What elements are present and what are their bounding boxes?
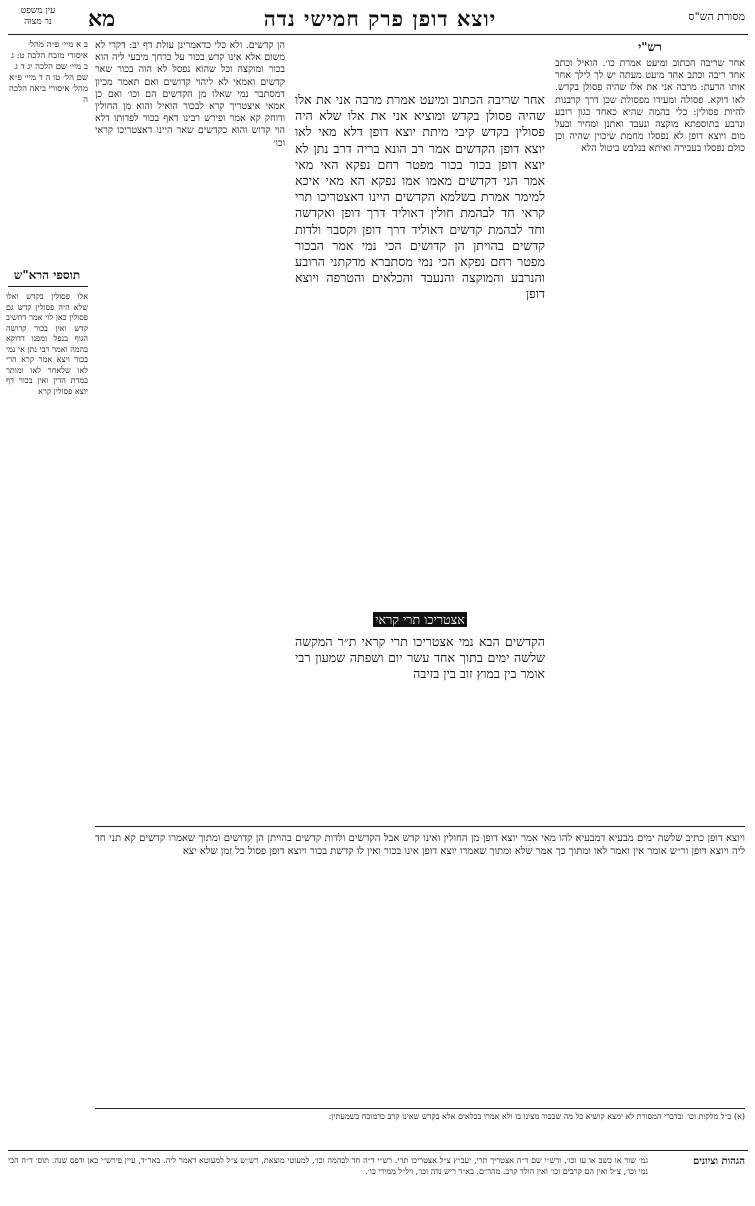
footer-rule — [8, 1150, 748, 1151]
tosafot-harosh-label: תוספי הרא"ש — [13, 268, 81, 282]
masoret-label: מסורת הש"ס — [688, 10, 745, 23]
bottom-block-rule — [95, 826, 745, 827]
page-title: יוצא דופן פרק חמישי נדה — [263, 6, 497, 31]
bottom-commentary: ויוצא דופן כתיב שלשה ימים מבעיא דמבעיא להו מאי אמר יוצא דופן מן החולין ואינו קדש אבל הקדשים ולדות קדשים בהויתן הן קדושים ומתוך שאמרו קדשים קא תני חד ליה ויוצא דופן ור״ש אומר אין ואמר לאו ומתוך כך אמר שלא ומתוך שאמרו יוצא דופן אינו בכור ואין לו קדשת בכור ויוצא דופן פסול כל זמן שלא יצא — [95, 833, 745, 857]
tosafot-harosh-rule — [8, 286, 88, 287]
header-rule — [8, 34, 748, 35]
folio-number: מא — [88, 6, 116, 32]
footnote-rule — [95, 1108, 745, 1109]
tosafot-harosh-text: אלו פסולין בקדש ואלו שלא היה פסולין קדש גם פסולין כאן לוי אמר דחשיב קדש ואין בכור קדושה הגוף בנפל ומפנו דדוקא בהמה ואמר רבי נתן אי נמי בכור ויצא אמר קרא הרי לאו שלאחר לאו ומותר במדת הדין ואין בכור דף יוצא פסולין קרא — [6, 292, 88, 396]
footer-label: הגהות וציונים — [692, 1156, 745, 1167]
gemara-highlight — [295, 612, 545, 632]
ein-mishpat-label: עין משפט נר מצוה — [20, 6, 56, 27]
rashi-column: אחר שריבה הכתוב ומיעט אמרת כו׳. הואיל וכתב אחד ריבה וכתב אחד מיעט מעתה יש לך לילך אחר אותו הדעת: מרבה אני את אלו שהיה פסולן בקדש. לאו דוקא. פסולה ומעידו מפסולת שכן דרך קרבנות להיות פסולין: כלי בהמה שהיא כאחד כגון רובע ונרבע בתוספתא מוקצה ונעבד ואתנן ומחיר ובעל מום ויוצא דופן לא נפסלו מחמת שיכוין שהיה וכן כולם נפסלו בעבירה ואיתא בנלבש ביטול הלא — [555, 58, 745, 155]
footer-text: גמ׳ שור או כשב או עז וכו׳, ורש״י שם ד״ה אצטריך תרי, יעב״ץ צ״ל אצטריכו תרי. רש״י ד״ה חד לבהמה וכו׳, למעוטי מוצאת, רש״ש צ״ל למעוטא דאמר ליה. באר״ד, עיין פירש״י כאן ודפס שנה. תוס׳ ד״ה הכי נמי וכו׳, צ״ל ואין הם קרבים וכו׳ ואין הולד קרב. מהר״ם. בא״ד ריש נדה וכו׳, ויל״ל ממירי כו׳. — [8, 1156, 648, 1176]
gemara-text: אחר שריבה הכתוב ומיעט אמרת מרבה אני את אלו שהיה פסולן בקדש ומוציא אני את אלו שלא היה פסולין בקדש קיבי מיתת יוצא דופן דלא מאי לאו יוצא דופן הקדשים אמר רב הונא בריה דרב נתן לא יוצא דופן בכור בכור מפטר רחם נפקא האי מאי אמר הני דקדשים מאמו אמו נפקא הא מאי איכא למימר אמרת בשלמא הקדשים היינו דאצטריכו תרי קראי חד לבהמת חולין דאוליד דרך דופן ואקדשה וחד לבהמת קדשים דאוליד דרך דופן וקסבר ולדות קדשים בהויתן הן קדושים הכי נמי אמר הבכור מפטר רחם נפקא הכי נמי מסתברא מדקתני הרובע והנרבע והמוקצה והנעבד והכלאים והטרפה ויוצא דופן — [295, 92, 545, 302]
ein-mishpat-citations: ב א מיי׳ פ״ה מהל׳ איסורי מזבח הלכה ט: ג ב מיי׳ שם הלכה יג ד ג שם הל׳ טו ה ד מיי׳ פ״א מהל׳ איסורי ביאה הלכה ה — [9, 40, 88, 105]
highlighted-phrase: אצטריכו תרי קראי — [375, 612, 465, 627]
footnote-text: (א) ב״ל מלקות וכו׳ ובדברי המסורת לא ימצא קושיא כל מה שבכור מצינו בו ולא אמרו בכלאים אלא בקדש שאינו קרב כדמוכח בשמעתין: — [328, 1112, 745, 1121]
tosafot-column: הן קדשים. ולא כלי כדאמרינן עולת דף יב: דקרי לא משום אלא אינו קדש בכור על כרחך מיבעי ליה הוא בכור ומוקצה וכל שהוא נפסל לא הוה בכור שאר קדשים ואמאי לא ליהוי קדושים ואם תאמר מכיון דמסתבר נמי שאלו מן הקדשים הם וכו׳ ואם כן אמאי איצטריך קרא לבכור הואיל והוא מן החולין ודוחק קא אמר ופירש רבינו דאף בכור לפדותו דלא הוי קדוש והוא כקדשים שאר היינו דאצטריכו קראי וכו׳ — [95, 40, 285, 149]
gemara-text-end: הקדשים הבא נמי אצטריכו תרי קראי ת״ר המקשה שלשה ימים בתוך אחד עשר יום ושפתה שמעון רבי אומר בין במוץ זוב בין בזיבה — [295, 634, 545, 682]
rashi-label: רש"י — [638, 40, 662, 54]
